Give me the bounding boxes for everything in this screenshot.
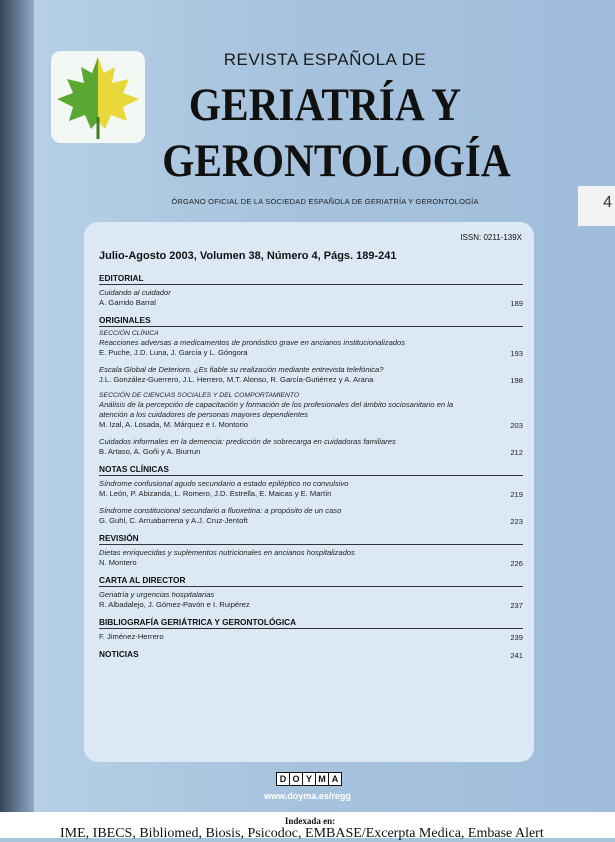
entry-page: 226 xyxy=(510,559,523,568)
publisher-letter: Y xyxy=(303,773,316,785)
entry-page: 223 xyxy=(510,517,523,526)
section-editorial: EDITORIAL xyxy=(99,273,523,285)
journal-subtitle: REVISTA ESPAÑOLA DE xyxy=(223,50,427,69)
subsection-clinica: SECCIÓN CLÍNICA xyxy=(99,330,159,337)
entry-title: Cuidando al cuidador xyxy=(99,288,171,297)
entry-authors: M. León, P. Abizanda, L. Romero, J.D. Estrella, E. Maicas y E. Martín xyxy=(99,489,332,498)
index-list: IME, IBECS, Bibliomed, Biosis, Psicodoc, EMBASE/Excerpta Medica, Embase Alert xyxy=(60,826,544,841)
toc-entry[interactable] xyxy=(99,479,523,499)
publisher-letter: A xyxy=(331,774,339,784)
entry-authors: F. Jiménez-Herrero xyxy=(99,632,164,641)
toc-entry[interactable] xyxy=(99,590,523,610)
section-carta-al-director: CARTA AL DIRECTOR xyxy=(99,575,523,587)
toc-entry[interactable] xyxy=(99,365,523,385)
journal-title-line1: GERIATRÍA Y xyxy=(188,79,462,131)
entry-page: 212 xyxy=(510,448,523,457)
entry-title: Reacciones adversas a medicamentos de pronóstico grave en ancianos institucionalizados xyxy=(99,338,406,347)
entry-title: Dietas enriquecidas y suplementos nutricionales en ancianos hospitalizados xyxy=(99,548,355,557)
toc-entry[interactable] xyxy=(99,338,523,358)
section-revision: REVISIÓN xyxy=(99,533,523,545)
entry-authors: J.L. González-Guerrero, J.L. Herrero, M.T. Alonso, R. García-Gutiérrez y A. Arana xyxy=(99,375,374,384)
entry-page: 193 xyxy=(510,349,523,358)
entry-authors: R. Albadalejo, J. Gómez-Pavón e I. Ruipérez xyxy=(99,600,250,609)
volume-line: Julio-Agosto 2003, Volumen 38, Número 4, Págs. 189-241 xyxy=(99,250,397,262)
maple-leaf-icon xyxy=(51,51,145,143)
entry-authors: B. Artaso, A. Goñi y A. Biurrun xyxy=(99,447,201,456)
section-bibliografia: BIBLIOGRAFÍA GERIÁTRICA Y GERONTOLÓGICA xyxy=(99,617,523,629)
entry-page: 189 xyxy=(510,299,523,308)
section-notas-clinicas: NOTAS CLÍNICAS xyxy=(99,464,523,476)
entry-title: Escala Global de Deterioro. ¿Es fiable su realización mediante entrevista telefónica? xyxy=(99,365,384,374)
journal-logo xyxy=(51,51,145,143)
toc-entry-noticias[interactable] xyxy=(99,649,523,660)
entry-authors: E. Puche, J.D. Luna, J. García y L. Góngora xyxy=(99,348,248,357)
entry-authors: M. Izal, A. Losada, M. Márquez e I. Montorio xyxy=(99,420,248,429)
entry-authors: A. Garrido Barral xyxy=(99,298,156,307)
journal-url[interactable]: www.doyma.es/regg xyxy=(264,791,351,801)
toc-entry[interactable] xyxy=(99,548,523,568)
side-tab-label: 4 xyxy=(603,194,612,211)
toc-entry[interactable] xyxy=(99,506,523,526)
journal-title-line2: GERONTOLOGÍA xyxy=(162,135,511,187)
entry-page: 239 xyxy=(510,633,523,642)
entry-page: 241 xyxy=(510,651,523,660)
entry-title: Síndrome constitucional secundario a fluoxetina: a propósito de un caso xyxy=(99,506,342,515)
issn: ISSN: 0211-139X xyxy=(460,233,522,242)
contents-panel xyxy=(84,222,534,762)
entry-page: 237 xyxy=(510,601,523,610)
entry-title: Cuidados informales en la demencia: predicción de sobrecarga en cuidadoras familiares xyxy=(99,437,396,446)
binding-spine xyxy=(0,0,34,838)
section-noticias: NOTICIAS xyxy=(99,649,139,659)
toc-entry[interactable] xyxy=(99,437,523,457)
subsection-ciencias-sociales: SECCIÓN DE CIENCIAS SOCIALES Y DEL COMPORTAMIENTO xyxy=(99,392,300,399)
indexada-label: Indexada en: xyxy=(284,816,336,826)
toc-entry[interactable] xyxy=(99,632,523,642)
entry-authors: N. Montero xyxy=(99,558,137,567)
section-originales: ORIGINALES xyxy=(99,315,523,327)
entry-page: 198 xyxy=(510,376,523,385)
entry-title: Análisis de la percepción de capacitación y formación de los profesionales del ámbito sociosanitario en la atención a los cuidadores de personas mayores dependientes xyxy=(99,400,454,419)
toc-entry[interactable] xyxy=(99,288,523,308)
entry-authors: G. Guhl, C. Arruabarrena y A.J. Cruz-Jentoft xyxy=(99,516,248,525)
side-tab xyxy=(578,186,615,226)
entry-page: 203 xyxy=(510,421,523,430)
publisher-letter: O xyxy=(290,773,303,785)
entry-title: Síndrome confusional agudo secundario a estado epiléptico no convulsivo xyxy=(99,479,349,488)
entry-page: 219 xyxy=(510,490,523,499)
publisher-logo xyxy=(276,772,342,786)
organo-oficial: ÓRGANO OFICIAL DE LA SOCIEDAD ESPAÑOLA DE GERIATRÍA Y GERONTOLOGÍA xyxy=(171,197,479,206)
table-of-contents xyxy=(99,273,523,667)
entry-title: Geriatría y urgencias hospitalarias xyxy=(99,590,215,599)
publisher-letter: M xyxy=(316,773,329,785)
publisher-letter: D xyxy=(277,773,290,785)
toc-entry[interactable] xyxy=(99,400,523,430)
